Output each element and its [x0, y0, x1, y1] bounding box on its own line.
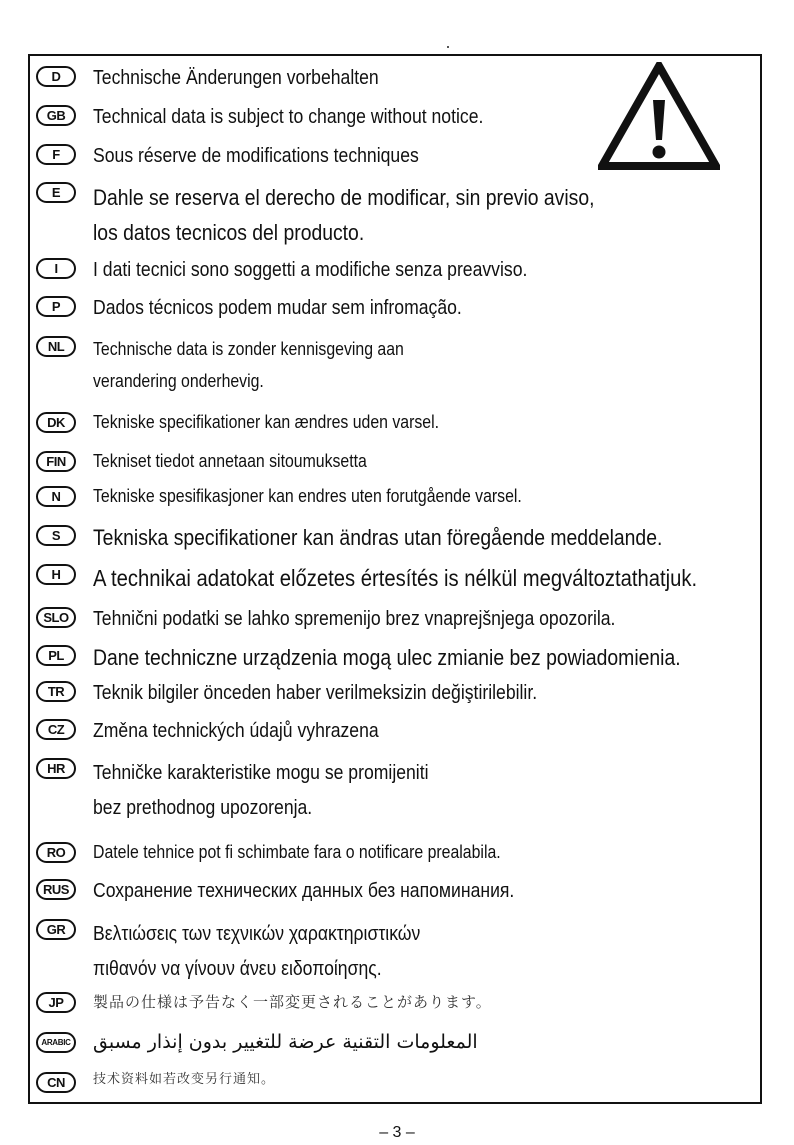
lang-badge-f: F [36, 144, 76, 165]
notice-text-arabic: المعلومات التقنية عرضة للتغيير بدون إنذار مسبق [93, 1031, 478, 1053]
notice-p [36, 294, 512, 322]
notice-arabic [36, 1030, 478, 1055]
lang-badge-e: E [36, 182, 76, 203]
notice-gr [36, 917, 465, 987]
lang-badge-d: D [36, 66, 76, 87]
lang-badge-tr: TR [36, 681, 76, 702]
lang-badge-s: S [36, 525, 76, 546]
notice-h [36, 562, 780, 594]
page-number: – 3 – [379, 1124, 415, 1141]
notice-text-n: Tekniske spesifikasjoner kan endres uten forutgående varsel. [93, 486, 522, 506]
lang-badge-slo: SLO [36, 607, 76, 628]
notice-pl [36, 643, 761, 674]
notice-text-gr: Βελτιώσεις των τεχνικών χαρακτηριστικών πιθανόν να γίνουν άνευ ειδοποίησης. [93, 923, 421, 980]
notice-text-e: Dahle se reserva el derecho de modificar, sin previo aviso, los datos tecnicos del producto. [93, 185, 595, 246]
notice-text-pl: Dane techniczne urządzenia mogą ulec zmianie bez powiadomienia. [93, 645, 681, 670]
notice-slo [36, 605, 687, 633]
lang-badge-p: P [36, 296, 76, 317]
lang-badge-dk: DK [36, 412, 76, 433]
notice-fin [36, 449, 404, 474]
lang-badge-n: N [36, 486, 76, 507]
lang-badge-gb: GB [36, 105, 76, 126]
notice-text-cn: 技术资料如若改变另行通知。 [93, 1072, 276, 1087]
lang-badge-jp: JP [36, 992, 76, 1013]
notice-text-i: I dati tecnici sono soggetti a modifiche senza preavviso. [93, 259, 528, 281]
lang-badge-nl: NL [36, 336, 76, 357]
notice-text-tr: Teknik bilgiler önceden haber verilmeksizin değiştirilebilir. [93, 682, 538, 704]
notice-text-fin: Tekniset tiedot annetaan sitoumuksetta [93, 451, 367, 471]
notice-rus [36, 877, 572, 905]
notice-text-gb: Technical data is subject to change without notice. [93, 106, 484, 128]
lang-badge-i: I [36, 258, 76, 279]
notice-text-p: Dados técnicos podem mudar sem infromação. [93, 297, 462, 319]
notice-text-jp: 製品の仕様は予告なく一部変更されることがあります。 [93, 993, 492, 1011]
notice-text-nl: Technische data is zonder kennisgeving aan verandering onderhevig. [93, 339, 404, 391]
notice-text-s: Tekniska specifikationer kan ändras utan föregående meddelande. [93, 525, 663, 550]
notice-text-slo: Tehnični podatki se lahko spremenijo brez vnaprejšnjega opozorila. [93, 608, 616, 630]
print-dot [447, 46, 449, 48]
lang-badge-arabic: ARABIC [36, 1032, 76, 1053]
lang-badge-gr: GR [36, 919, 76, 940]
lang-badge-ro: RO [36, 842, 76, 863]
lang-badge-rus: RUS [36, 879, 76, 900]
notice-hr [36, 756, 474, 826]
notice-text-d: Technische Änderungen vorbehalten [93, 67, 379, 89]
lang-badge-fin: FIN [36, 451, 76, 472]
notice-nl [36, 334, 446, 397]
notice-e [36, 180, 663, 250]
notice-s [36, 523, 740, 554]
notice-d [36, 64, 418, 92]
notice-gb [36, 103, 537, 131]
notice-jp [36, 990, 492, 1014]
notice-n [36, 484, 580, 509]
notice-text-h: A technikai adatokat előzetes értesítés is nélkül megváltoztathatjuk. [93, 565, 698, 591]
notice-text-hr: Tehničke karakteristike mogu se promijeniti bez prethodnog upozorenja. [93, 762, 429, 819]
lang-badge-cn: CN [36, 1072, 76, 1093]
lang-badge-h: H [36, 564, 76, 585]
notice-text-ro: Datele tehnice pot fi schimbate fara o notificare prealabila. [93, 842, 501, 862]
notice-dk [36, 410, 486, 435]
notice-text-rus: Сохранение технических данных без напоминания. [93, 880, 515, 902]
notice-text-dk: Tekniske specifikationer kan ændres uden varsel. [93, 412, 440, 432]
notice-cz [36, 717, 418, 745]
warning-triangle-icon [598, 62, 720, 170]
lang-badge-hr: HR [36, 758, 76, 779]
notice-ro [36, 840, 556, 865]
notice-cn [36, 1070, 275, 1093]
notice-tr [36, 679, 598, 707]
lang-badge-pl: PL [36, 645, 76, 666]
notice-text-f: Sous réserve de modifications techniques [93, 145, 419, 167]
notice-f [36, 142, 463, 170]
notice-text-cz: Změna technických údajů vyhrazena [93, 720, 379, 742]
lang-badge-cz: CZ [36, 719, 76, 740]
notice-i [36, 256, 587, 284]
